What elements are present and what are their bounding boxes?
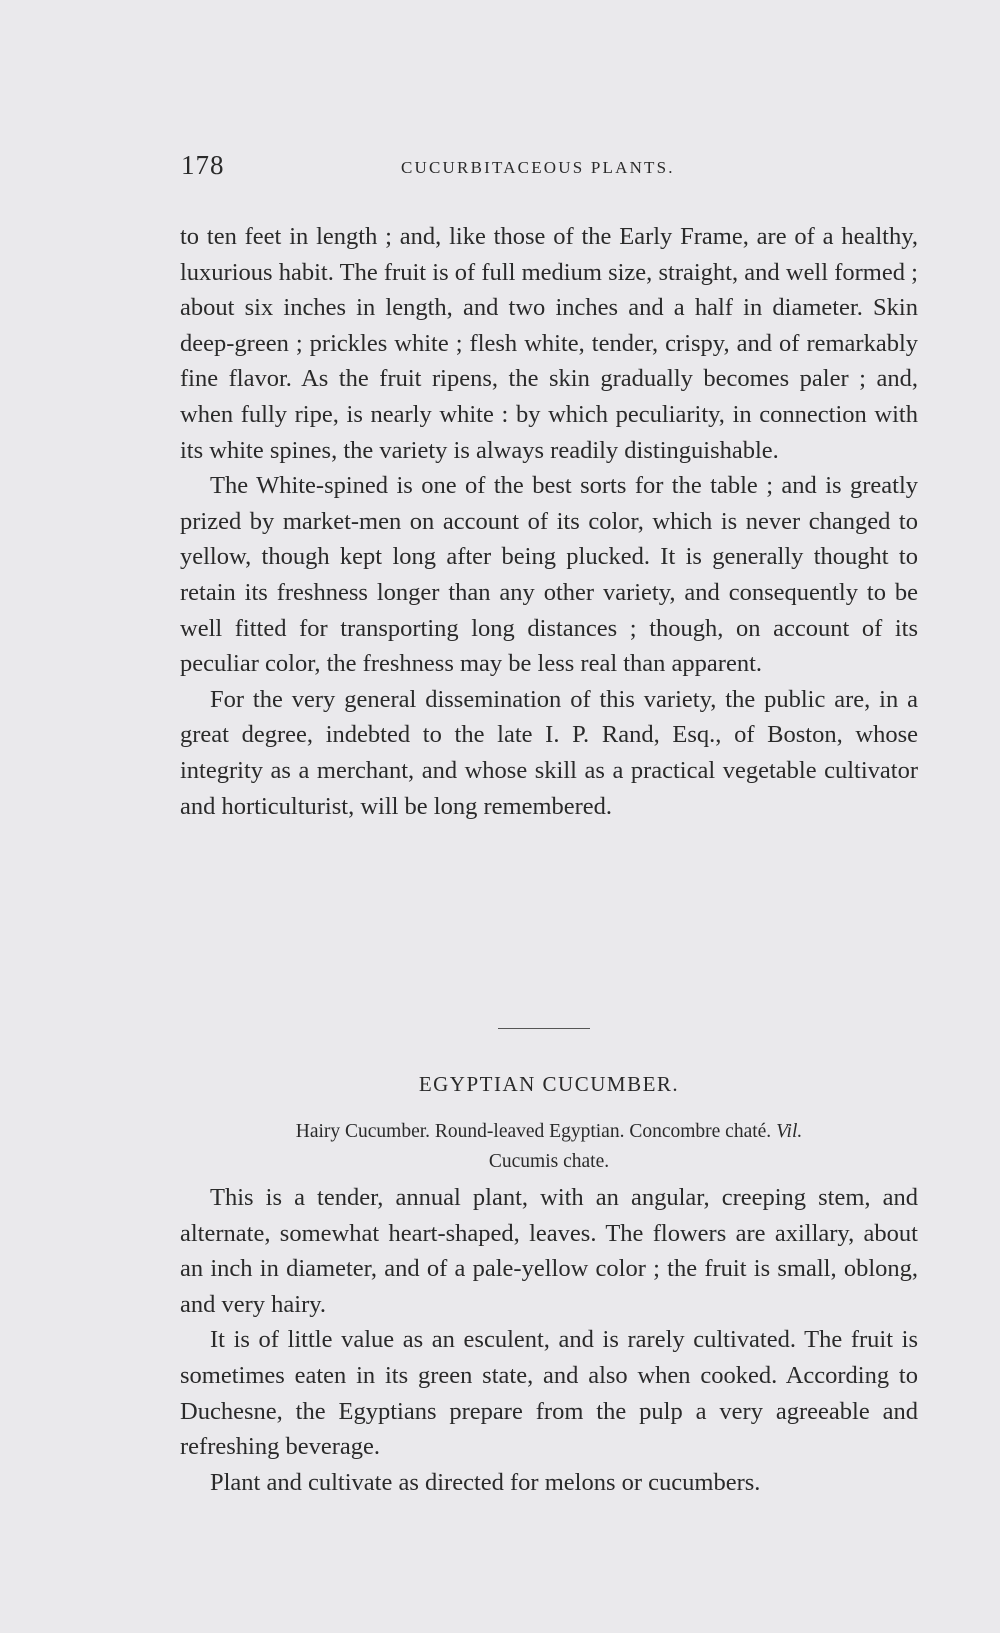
section-title: EGYPTIAN CUCUMBER. [418, 1072, 680, 1096]
paragraph: This is a tender, annual plant, with an angular, creeping stem, and alternate, somewhat heart-shaped, leaves. The flowers are axillary, about an inch in diameter, and of a pale-yellow color ; the fruit is small, oblong, and very hairy. [180, 1184, 918, 1318]
synonyms [180, 1117, 918, 1177]
paragraph: Plant and cultivate as directed for melons or cucumbers. [210, 1468, 761, 1496]
paragraph: For the very general dissemination of this variety, the public are, in a great degree, indebted to the late I. P. Rand, Esq., of Boston, whose integrity as a merchant, and whose skill as a practical vegetable cultivator and horticulturist, will be long remembered. [180, 685, 918, 820]
page-number: 178 [181, 150, 225, 180]
paragraph: The White-spined is one of the best sorts for the table ; and is greatly prized by market-men on account of its color, which is never changed to yellow, though kept long after being plucked. It is generally thought to retain its freshness longer than any other variety, and consequently to be well fitted for transporting long distances ; though, on account of its peculiar color, the freshness may be less real than apparent. [180, 472, 918, 678]
running-title: CUCURBITACEOUS PLANTS. [401, 158, 675, 177]
body-text [180, 219, 918, 824]
paragraph: It is of little value as an esculent, and is rarely cultivated. The fruit is sometimes eaten in its green state, and also when cooked. According to Duchesne, the Egyptians prepare from the pulp a very agreeable and refreshing beverage. [180, 1326, 918, 1461]
botanical-name: Cucumis chate. [488, 1151, 610, 1172]
section-divider [498, 1028, 590, 1029]
synonyms-line: Hairy Cucumber. Round-leaved Egyptian. Concombre chaté. [295, 1121, 772, 1142]
section-body-text [180, 1180, 918, 1500]
paragraph: to ten feet in length ; and, like those of the Early Frame, are of a healthy, luxurious habit. The fruit is of full medium size, straight, and well formed ; about six inches in length, and two inches and a half in diameter. Skin deep-green ; prickles white ; flesh white, tender, crispy, and of remarkably fine flavor. As the fruit ripens, the skin gradually becomes paler ; and, when fully ripe, is nearly white : by which peculiarity, in connection with its white spines, the variety is always readily distinguishable. [180, 223, 918, 464]
synonym-authority: Vil. [776, 1121, 803, 1142]
running-head [181, 150, 917, 186]
